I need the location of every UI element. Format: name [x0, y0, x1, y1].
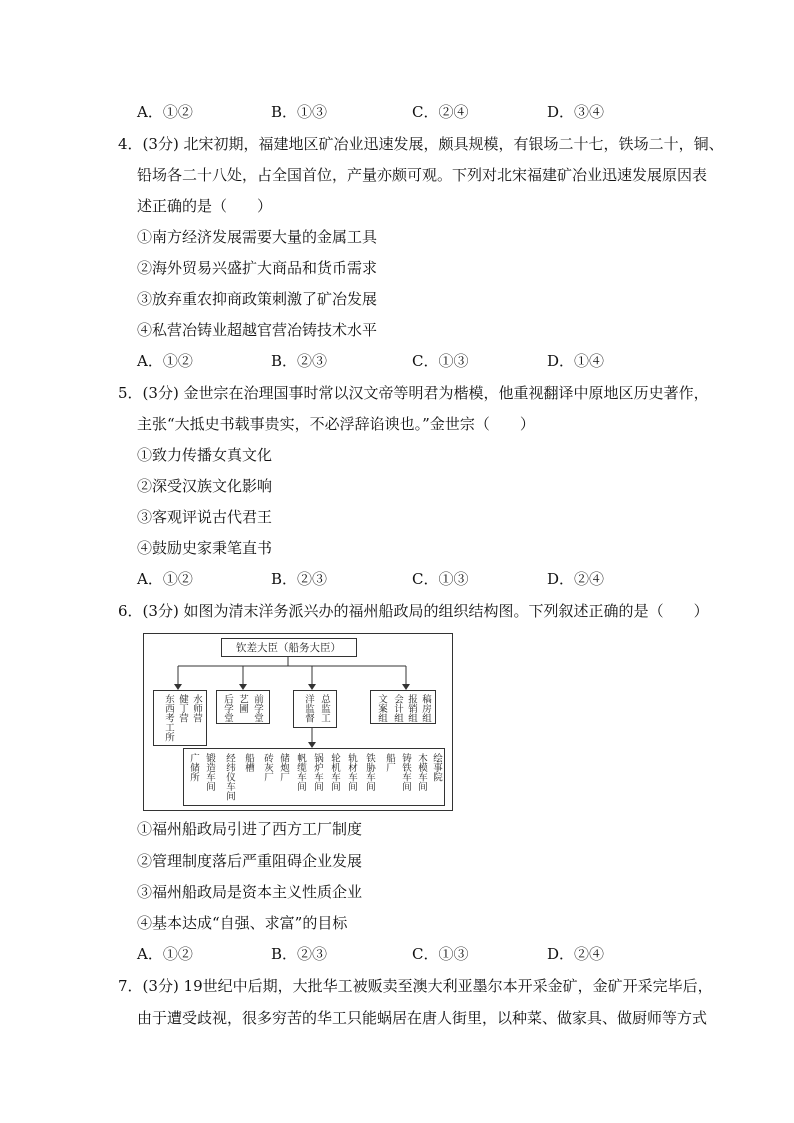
workshop-chuanchang: 船厂: [384, 753, 395, 772]
node-kaogong: 东西考工所: [163, 694, 174, 742]
q6-item-1: ①福州船政局引进了西方工厂制度: [137, 820, 363, 838]
q6-item-3: ③福州船政局是资本主义性质企业: [137, 883, 363, 901]
q5-item-3: ③客观评说古代君王: [137, 508, 273, 526]
node-shuishi: 水师营: [191, 694, 202, 723]
node-wenan: 文案组: [376, 694, 387, 723]
org-chart: [143, 633, 453, 811]
q4-stem-line1: 4．(3分) 北宋初期，福建地区矿冶业迅速发展，颇具规模，有银场二十七，铁场二十，铜、: [118, 135, 724, 153]
q6-option-b: B．②③: [271, 945, 328, 963]
group-box-3: [293, 690, 337, 728]
node-jianding: 健丁营: [177, 694, 188, 723]
q3-option-d: D．③④: [547, 103, 605, 121]
node-zongjiangong: 总监工: [319, 694, 330, 723]
workshop-lunji: 轮机车间: [329, 753, 340, 791]
q6-item-4: ④基本达成“自强、求富”的目标: [137, 914, 348, 932]
workshop-duanzao: 锻造车间: [204, 753, 215, 791]
q5-stem-line2: 主张“大抵史书载事贵实，不必浮辞谄谀也。”金世宗（ ）: [137, 415, 535, 433]
workshop-guolu: 锅炉车间: [312, 753, 323, 791]
workshop-guicai: 轨材车间: [346, 753, 357, 791]
q4-option-d: D．①④: [547, 352, 605, 370]
q4-item-2: ②海外贸易兴盛扩大商品和货币需求: [137, 259, 378, 277]
node-yipu: 艺圃: [237, 694, 248, 713]
top-official-label: 钦差大臣（船务大臣）: [236, 642, 341, 654]
workshop-huishi: 绘事院: [431, 753, 442, 782]
q5-option-b: B．②③: [271, 570, 328, 588]
group-box-2: [216, 690, 270, 724]
node-houxuetang: 后学堂: [222, 694, 233, 723]
q4-stem-line2: 铅场各二十八处，占全国首位，产量亦颇可观。下列对北宋福建矿冶业迅速发展原因表: [137, 166, 708, 184]
workshop-zhuanhui: 砖灰厂: [262, 753, 273, 782]
q5-option-d: D．②④: [547, 570, 605, 588]
q3-option-c: C．②④: [412, 103, 469, 121]
q4-option-c: C．①③: [412, 352, 469, 370]
q5-item-2: ②深受汉族文化影响: [137, 477, 273, 495]
q4-item-4: ④私营冶铸业超越官营冶铸技术水平: [137, 321, 378, 339]
node-qianxuetang: 前学堂: [252, 694, 263, 723]
q4-item-3: ③放弃重农抑商政策刺激了矿冶发展: [137, 290, 378, 308]
q5-item-4: ④鼓励史家秉笔直书: [137, 539, 273, 557]
workshop-mumo: 木模车间: [416, 753, 427, 791]
workshop-zhutie: 铸铁车间: [400, 753, 411, 791]
workshop-tiexie: 铁胁车间: [364, 753, 375, 791]
q6-stem-line1: 6．(3分) 如图为清末洋务派兴办的福州船政局的组织结构图。下列叙述正确的是（ ）: [118, 602, 709, 620]
q5-option-c: C．①③: [412, 570, 469, 588]
q7-stem-line1: 7．(3分) 19世纪中后期，大批华工被贩卖至澳大利亚墨尔本开采金矿，金矿开采完毕后，: [118, 977, 713, 995]
node-baoxiao: 报销组: [406, 694, 417, 723]
workshop-chuancao: 船槽: [243, 753, 254, 772]
q5-item-1: ①致力传播女真文化: [137, 446, 273, 464]
q3-option-a: A．①②: [137, 103, 193, 121]
node-yangjiandu: 洋监督: [303, 694, 314, 723]
workshop-guangchu: 广储所: [188, 753, 199, 782]
group-box-1: [153, 690, 207, 746]
workshop-jingweiyi: 经纬仪车间: [224, 753, 235, 801]
q6-option-d: D．②④: [547, 945, 605, 963]
q6-option-c: C．①③: [412, 945, 469, 963]
workshop-fanlan: 帆缆车间: [295, 753, 306, 791]
q6-option-a: A．①②: [137, 945, 193, 963]
node-gaofang: 稿房组: [420, 694, 431, 723]
q7-stem-line2: 由于遭受歧视，很多穷苦的华工只能蜗居在唐人街里，以种菜、做家具、做厨师等方式: [137, 1009, 708, 1027]
top-official-box: [221, 638, 357, 657]
q5-stem-line1: 5．(3分) 金世宗在治理国事时常以汉文帝等明君为楷模，他重视翻译中原地区历史著作，: [118, 384, 709, 402]
q6-item-2: ②管理制度落后严重阻碍企业发展: [137, 852, 363, 870]
q4-stem-line3: 述正确的是（ ）: [137, 197, 273, 215]
node-kuaiji: 会计组: [392, 694, 403, 723]
workshop-chupao: 储炮厂: [278, 753, 289, 782]
workshops-box: [183, 748, 445, 806]
q5-option-a: A．①②: [137, 570, 193, 588]
q4-item-1: ①南方经济发展需要大量的金属工具: [137, 228, 378, 246]
q4-option-a: A．①②: [137, 352, 193, 370]
q3-option-b: B．①③: [271, 103, 328, 121]
q4-option-b: B．②③: [271, 352, 328, 370]
group-box-4: [370, 690, 436, 724]
